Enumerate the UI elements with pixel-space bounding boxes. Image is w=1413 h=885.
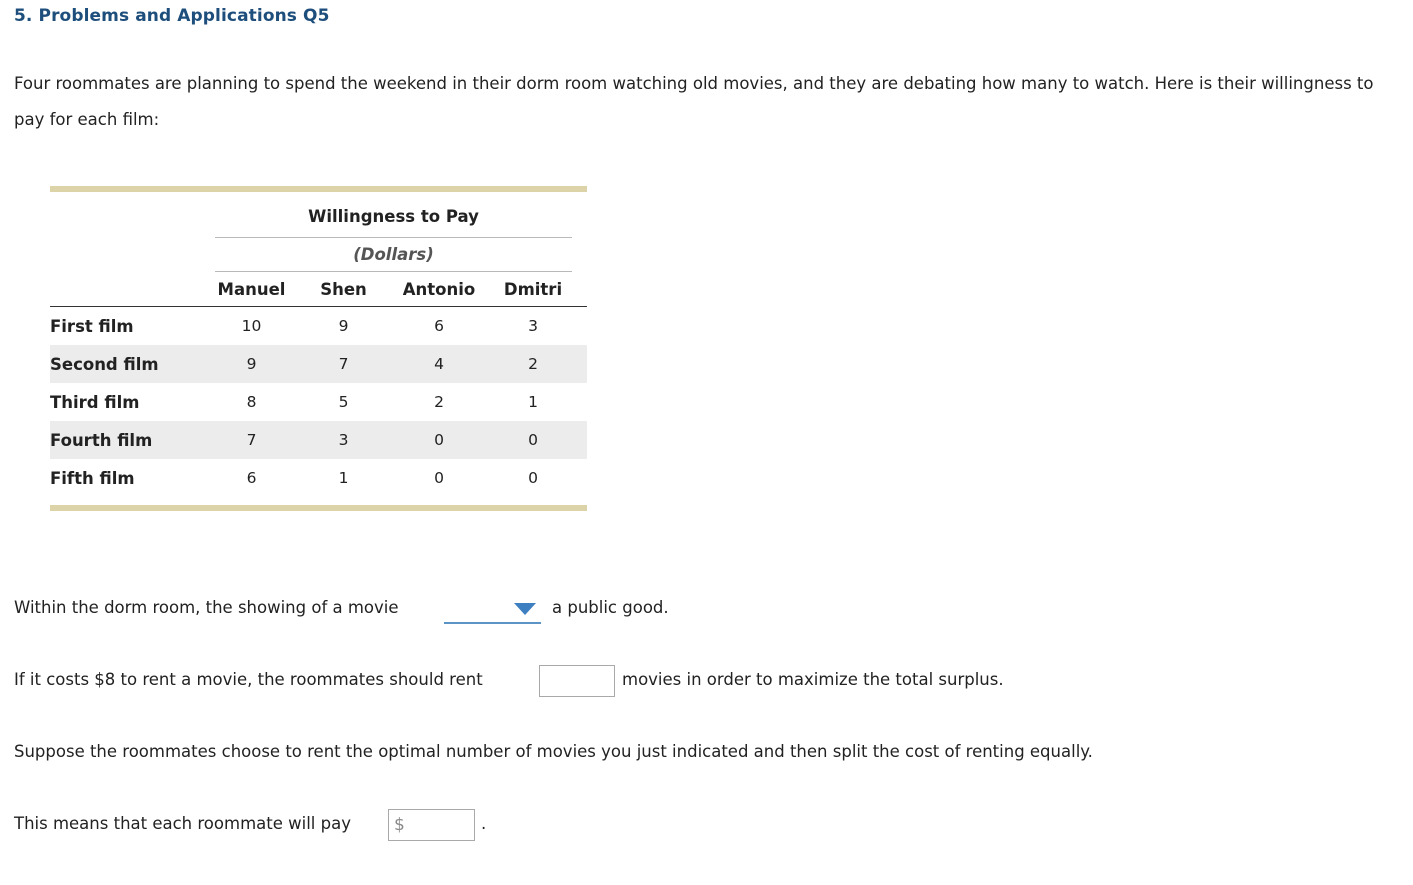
cell-value: 1 — [528, 393, 538, 411]
each-pays-prompt: This means that each roommate will pay — [14, 814, 351, 833]
table-column-header-row — [50, 272, 587, 307]
cell-value: 0 — [479, 421, 587, 459]
table-row — [50, 307, 587, 346]
cell-value: 2 — [434, 393, 444, 411]
public-good-suffix: a public good. — [552, 598, 669, 617]
rent-movies-prompt: If it costs $8 to rent a movie, the roommates should rent — [14, 670, 483, 689]
cell-value: 1 — [338, 469, 349, 487]
split-cost-statement: Suppose the roommates choose to rent the optimal number of movies you just indicated and then split the cost of renting equally. — [14, 742, 1093, 761]
table-header-sub: (Dollars) — [215, 239, 572, 272]
table-header-main: Willingness to Pay — [215, 199, 572, 238]
cell-value: 8 — [246, 393, 257, 411]
column-header-dmitri: Dmitri — [479, 272, 587, 307]
cell-value: 0 — [434, 469, 444, 487]
cell-value: 7 — [215, 421, 288, 459]
column-header-shen: Shen — [288, 272, 399, 307]
table-row — [50, 459, 587, 497]
table-row — [50, 421, 587, 459]
each-pays-suffix: . — [481, 814, 487, 833]
cell-value: 9 — [215, 345, 288, 383]
table-row — [50, 383, 587, 421]
each-roommate-pays-input[interactable] — [388, 809, 475, 841]
cell-value: 7 — [288, 345, 399, 383]
willingness-to-pay-table — [50, 186, 587, 511]
rent-movies-suffix: movies in order to maximize the total surplus. — [622, 670, 1004, 689]
column-header-manuel: Manuel — [215, 272, 288, 307]
question-intro: Four roommates are planning to spend the weekend in their dorm room watching old movies, and they are debating how many to watch. Here is their willingness to pay for each film: — [14, 74, 1374, 129]
table-bottom-rule — [50, 505, 587, 511]
cell-value: 0 — [528, 469, 538, 487]
dollar-prefix: $ — [394, 815, 405, 835]
cell-value: 5 — [338, 393, 349, 411]
row-label: Fifth film — [50, 468, 135, 488]
question-title: 5. Problems and Applications Q5 — [14, 6, 330, 26]
cell-value: 6 — [246, 469, 257, 487]
movies-count-input[interactable] — [539, 665, 615, 697]
row-label: First film — [50, 316, 134, 336]
cell-value: 3 — [288, 421, 399, 459]
row-label: Second film — [50, 345, 215, 383]
cell-value: 10 — [241, 317, 262, 335]
cell-value: 2 — [479, 345, 587, 383]
public-good-dropdown[interactable] — [444, 598, 541, 624]
row-label: Fourth film — [50, 421, 215, 459]
table-row — [50, 345, 587, 383]
row-label: Third film — [50, 392, 140, 412]
caret-down-icon — [514, 603, 536, 615]
cell-value: 4 — [399, 345, 479, 383]
cell-value: 6 — [434, 317, 444, 335]
public-good-prompt: Within the dorm room, the showing of a movie — [14, 598, 399, 617]
column-header-antonio: Antonio — [399, 272, 479, 307]
cell-value: 9 — [338, 317, 349, 335]
cell-value: 0 — [399, 421, 479, 459]
cell-value: 3 — [528, 317, 538, 335]
